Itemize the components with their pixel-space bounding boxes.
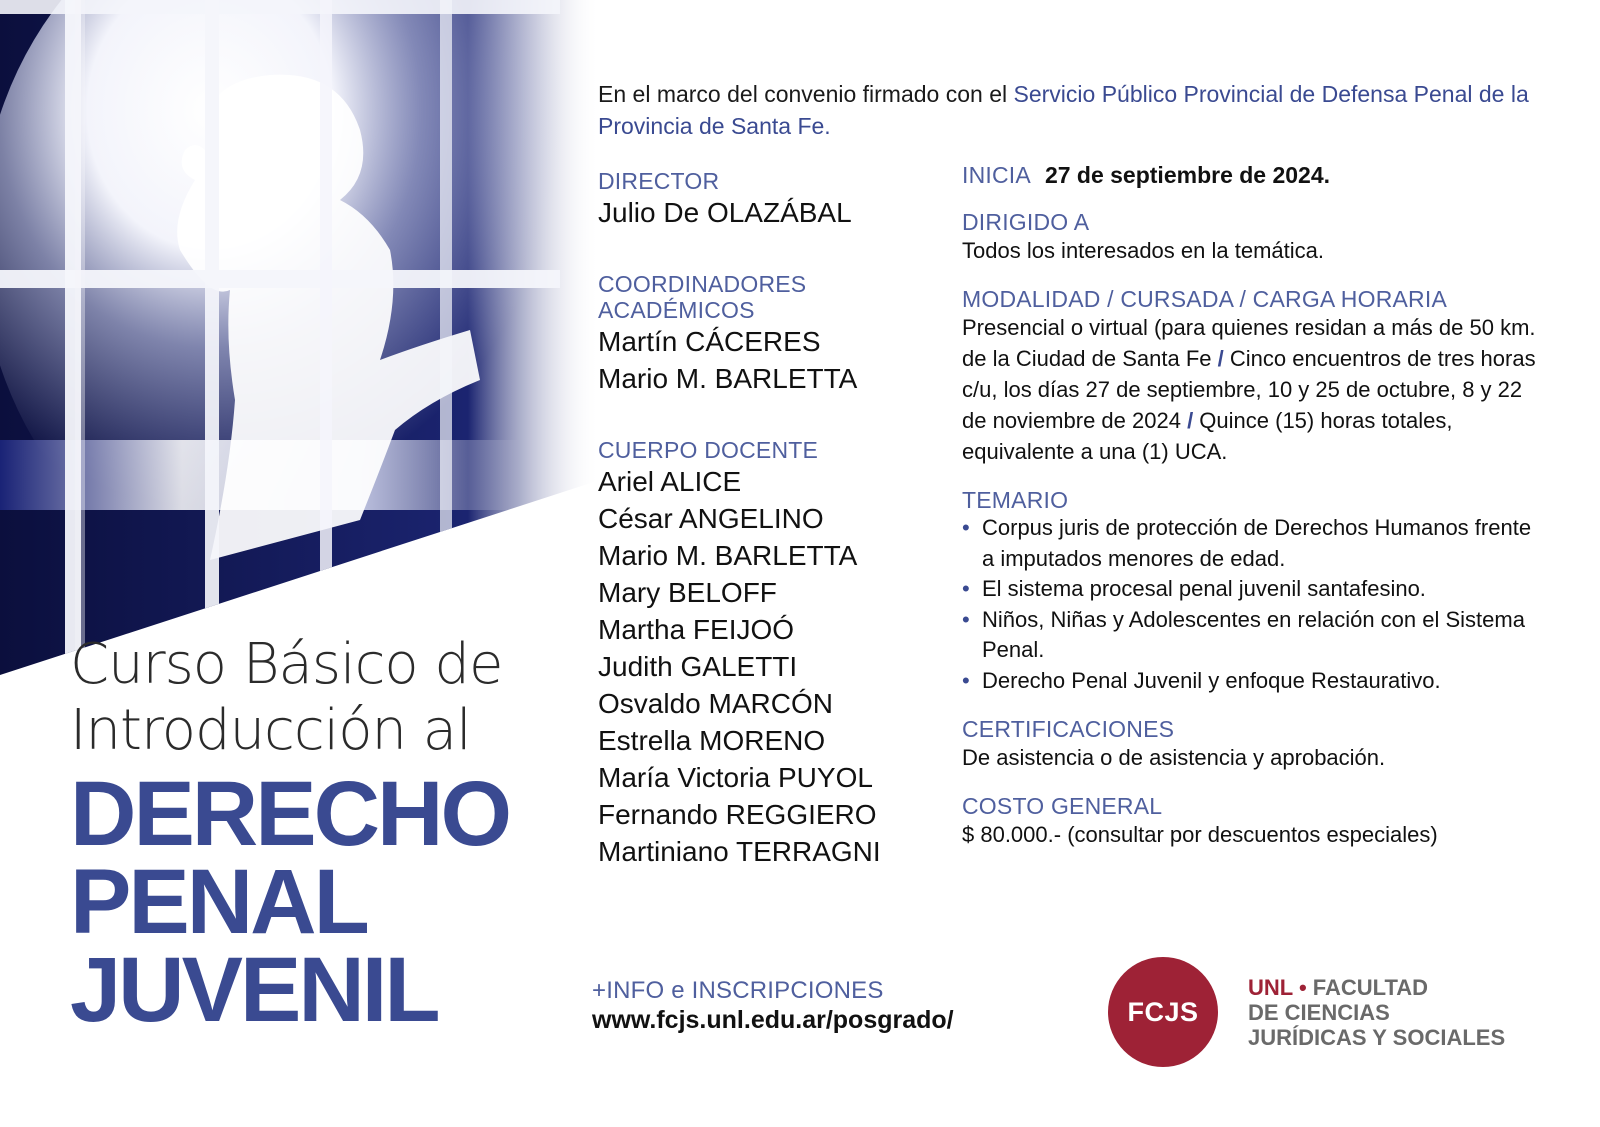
cost-label: COSTO GENERAL [962,793,1163,819]
start-date: 27 de septiembre de 2024. [1044,162,1331,188]
details-column [962,162,1537,870]
syllabus-item-text: El sistema procesal penal juvenil santafesino. [982,576,1426,601]
syllabus-item [962,513,1537,574]
logo-faculty: FACULTAD [1312,974,1429,1000]
coordinators-section [598,271,938,397]
faculty-logo [1108,957,1505,1067]
modality-section [962,286,1537,467]
hero-prison-image [0,0,600,680]
more-info-label: +INFO e INSCRIPCIONES [592,977,884,1004]
certifications-section [962,716,1537,773]
syllabus-item [962,666,1537,697]
modality-part-2: Cinco encuentros de tres horas c/u, los días 27 de septiembre, 10 y 25 de octubre, 8 y 22 de noviembre de 2024 [962,346,1536,433]
modality-part-3: Quince (15) horas totales, equivalente a una (1) UCA. [962,408,1453,464]
faculty-name: Fernando REGGIERO [598,799,877,830]
faculty-name: Mary BELOFF [598,577,777,608]
staff-column [598,168,938,890]
syllabus-list [962,513,1537,696]
title-line-4: PENAL [70,851,367,953]
logo-line-1 [1248,975,1505,1000]
faculty-name: Martiniano TERRAGNI [598,836,881,867]
faculty-name: María Victoria PUYOL [598,762,873,793]
intro-prefix: En el marco del convenio firmado con el [598,81,1014,107]
audience-text: Todos los interesados en la temática. [962,238,1324,263]
intro-organization: Servicio Público Provincial de Defensa Penal de la Provincia de Santa Fe. [598,81,1529,139]
logo-line-3: JURÍDICAS Y SOCIALES [1248,1024,1506,1050]
faculty-name: César ANGELINO [598,503,824,534]
syllabus-item-text: Niños, Niñas y Adolescentes en relación con el Sistema Penal. [982,606,1525,662]
bullet-icon: • [962,576,970,601]
syllabus-item-text: Corpus juris de protección de Derechos Humanos frente a imputados menores de edad. [982,515,1532,571]
faculty-name: Martha FEIJOÓ [598,614,795,645]
coordinator-name: Mario M. BARLETTA [598,363,858,394]
director-name: Julio De OLAZÁBAL [598,197,852,228]
bullet-icon: • [962,606,970,632]
syllabus-item [962,574,1537,605]
registration-link[interactable]: www.fcjs.unl.edu.ar/posgrado/ [592,1006,954,1034]
faculty-name: Judith GALETTI [598,651,798,682]
title-line-5: JUVENIL [70,939,438,1041]
certifications-text: De asistencia o de asistencia y aprobación. [962,745,1386,770]
faculty-name: Estrella MORENO [598,725,826,756]
syllabus-label: TEMARIO [962,487,1069,513]
coordinators-label-line-2: ACADÉMICOS [598,297,755,323]
faculty-name-block [1248,975,1505,1050]
audience-section [962,209,1537,266]
faculty-name: Mario M. BARLETTA [598,540,858,571]
start-label: INICIA [962,162,1031,188]
title-line-1: Curso Básico de [70,632,503,697]
logo-line-2: DE CIENCIAS [1248,999,1390,1025]
audience-label: DIRIGIDO A [962,209,1090,235]
course-title [70,632,590,1041]
title-line-2: Introducción al [70,698,471,763]
certifications-label: CERTIFICACIONES [962,716,1175,742]
faculty-section [598,437,938,870]
faculty-name: Osvaldo MARCÓN [598,688,833,719]
modality-label: MODALIDAD / CURSADA / CARGA HORARIA [962,286,1447,312]
syllabus-item-text: Derecho Penal Juvenil y enfoque Restaurativo. [982,667,1441,693]
coordinators-label-line-1: COORDINADORES [598,271,807,297]
director-label: DIRECTOR [598,168,720,194]
bullet-icon: • [962,667,970,693]
faculty-label: CUERPO DOCENTE [598,437,819,463]
bullet-icon: • [962,515,970,540]
syllabus-section [962,487,1537,696]
cost-text: $ 80.000.- (consultar por descuentos especiales) [962,822,1438,847]
modality-text [962,312,1537,467]
start-date-row [962,162,1537,189]
intro-paragraph [598,78,1538,142]
fcjs-badge: FCJS [1108,957,1218,1067]
separator-slash: / [1187,408,1194,433]
syllabus-item [962,605,1537,666]
cost-section [962,793,1537,850]
more-info [592,978,954,1036]
coordinator-name: Martín CÁCERES [598,326,821,357]
modality-part-1: Presencial o virtual (para quienes residan a más de 50 km. de la Ciudad de Santa Fe [962,315,1536,371]
faculty-name: Ariel ALICE [598,466,742,497]
title-line-3: DERECHO [70,763,510,865]
director-section [598,168,938,231]
separator-slash: / [1217,346,1224,371]
logo-bullet: • [1298,974,1307,1000]
unl-label: UNL [1248,974,1293,1000]
